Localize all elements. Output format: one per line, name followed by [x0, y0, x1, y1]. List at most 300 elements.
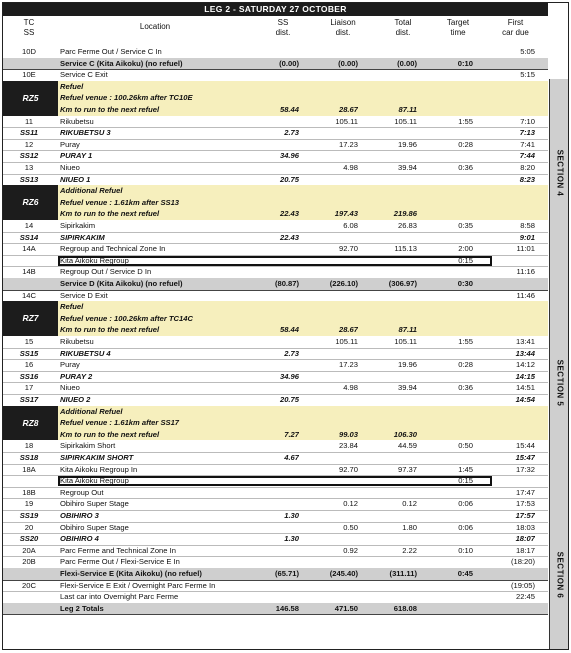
- cell-due: 7:44: [519, 151, 535, 161]
- col-ss-dist: [253, 18, 313, 37]
- cell-due: [485, 568, 535, 579]
- special-stage-row: [3, 394, 548, 406]
- cell-tot: [363, 394, 417, 405]
- cell-tot: [363, 69, 417, 80]
- refuel-zone-label: RZ5: [3, 81, 58, 116]
- cell-due: 15:44: [515, 441, 535, 451]
- cell-due: 9:01: [519, 232, 535, 242]
- cell-ss: [241, 580, 299, 591]
- cell-tt: 0:06: [458, 499, 473, 509]
- refuel-line: Refuel: [60, 81, 84, 91]
- cell-tot: 19.96: [397, 139, 417, 149]
- service-row: [3, 278, 548, 290]
- cell-tot: 105.11: [394, 337, 417, 346]
- refuel-li-value: 28.67: [338, 104, 358, 114]
- cell-due: 17:57: [515, 511, 535, 520]
- cell-due: 13:44: [515, 348, 535, 358]
- cell-tt: 0:15: [458, 255, 473, 265]
- cell-tt: [421, 371, 473, 382]
- cell-tc: SS14: [19, 232, 39, 242]
- cell-tt: [421, 290, 473, 301]
- cell-tc: SS20: [19, 534, 39, 544]
- cell-loc: Regroup Out: [60, 487, 104, 497]
- cell-ss: (80.87): [274, 279, 299, 288]
- cell-loc: NIUEO 2: [60, 395, 91, 404]
- cell-ss: 4.67: [284, 453, 299, 462]
- refuel-line: Refuel venue : 1.61km after SS17: [60, 418, 180, 428]
- leg-title: LEG 2 - SATURDAY 27 OCTOBER: [3, 3, 548, 16]
- cell-loc: Puray: [60, 360, 80, 370]
- cell-due: 7:10: [520, 116, 535, 126]
- cell-ss: [241, 69, 299, 80]
- cell-tc: 13: [24, 163, 34, 172]
- cell-tot: [363, 127, 417, 138]
- cell-due: [485, 255, 535, 266]
- table-row: [3, 266, 548, 278]
- cell-due: 17:32: [515, 464, 535, 474]
- cell-li: 105.11: [335, 116, 358, 126]
- cell-tt: [421, 556, 473, 567]
- cell-tot: (0.00): [397, 58, 417, 68]
- section-4-band: [549, 79, 569, 267]
- cell-loc: Sipirkakim Short: [60, 441, 116, 451]
- cell-tc: 14B: [22, 267, 36, 277]
- col-tc-label: TC: [23, 18, 35, 27]
- cell-tc: SS19: [19, 511, 39, 520]
- service-row: [3, 603, 548, 615]
- refuel-ss-value: 58.44: [279, 104, 299, 114]
- cell-due: 18:03: [515, 522, 535, 532]
- col-target: [433, 18, 483, 37]
- special-stage-row: [3, 533, 548, 545]
- cell-tc: 14A: [22, 244, 36, 254]
- cell-tt: 1:55: [458, 337, 473, 346]
- cell-tc: 20C: [22, 580, 36, 590]
- cell-loc: Obihiro Super Stage: [60, 522, 129, 532]
- col-liaison-2: dist.: [335, 27, 351, 37]
- cell-tot: 105.11: [394, 116, 417, 126]
- refuel-tot-value: 219.86: [393, 209, 417, 219]
- refuel-line: Km to run to the next refuel: [60, 104, 160, 114]
- refuel-line: Additional Refuel: [60, 186, 123, 196]
- cell-li: 23.84: [338, 441, 358, 451]
- special-stage-row: [3, 510, 548, 522]
- cell-tot: [363, 580, 417, 591]
- refuel-tot-value: 87.11: [398, 325, 417, 335]
- cell-tc: 19: [24, 499, 34, 509]
- cell-li: [303, 232, 358, 243]
- col-target-2: time: [450, 27, 466, 37]
- cell-tot: [363, 348, 417, 359]
- cell-loc: Niueo: [60, 163, 80, 172]
- table-row: [3, 522, 548, 534]
- cell-tot: [363, 533, 417, 544]
- special-stage-row: [3, 348, 548, 360]
- cell-tot: 115.13: [394, 244, 417, 254]
- cell-tot: [363, 452, 417, 463]
- cell-tc: SS13: [19, 174, 39, 184]
- cell-ss: [241, 266, 299, 277]
- cell-tc: 12: [24, 139, 34, 149]
- refuel-li-value: 99.03: [338, 429, 358, 439]
- table-row: [3, 498, 548, 510]
- cell-ss: 1.30: [284, 534, 299, 544]
- cell-tt: [421, 591, 473, 602]
- cell-tc: SS12: [19, 151, 39, 161]
- cell-ss: [241, 46, 299, 57]
- cell-tot: [363, 174, 417, 185]
- cell-tot: [363, 290, 417, 301]
- cell-ss: [241, 359, 299, 370]
- cell-ss: [241, 243, 299, 254]
- col-first-1: First: [507, 18, 524, 27]
- cell-due: 14:12: [515, 360, 535, 370]
- cell-tot: [363, 371, 417, 382]
- cell-due: [485, 278, 535, 289]
- cell-loc: Service C (Kita Aikoku) (no refuel): [60, 58, 183, 68]
- cell-tt: [421, 46, 473, 57]
- cell-tt: 0:06: [458, 522, 473, 532]
- cell-loc: Leg 2 Totals: [60, 603, 104, 613]
- cell-tc: 18A: [22, 464, 36, 474]
- cell-tt: 0:30: [457, 279, 473, 288]
- special-stage-row: [3, 174, 548, 186]
- cell-li: 17.23: [338, 139, 358, 149]
- section-5-band: [549, 267, 569, 499]
- col-location: Location: [139, 22, 171, 31]
- cell-due: 14:51: [515, 383, 535, 393]
- cell-ss: 20.75: [279, 395, 299, 404]
- cell-loc: NIUEO 1: [60, 174, 91, 184]
- cell-ss: [241, 336, 299, 347]
- cell-loc: RIKUBETSU 4: [60, 348, 111, 358]
- cell-due: 7:41: [520, 139, 535, 149]
- service-row: [3, 58, 548, 70]
- cell-tc: 20B: [22, 557, 36, 567]
- cell-ss: [241, 220, 299, 231]
- cell-due: 14:15: [515, 371, 535, 381]
- cell-loc: SIPIRKAKIM: [60, 232, 105, 242]
- cell-due: 8:20: [520, 163, 535, 172]
- cell-loc: Parc Ferme and Technical Zone In: [60, 545, 176, 555]
- table-row: [3, 290, 548, 302]
- refuel-zone-block: [3, 185, 548, 220]
- cell-due: 5:15: [520, 70, 535, 80]
- column-header: [3, 16, 548, 44]
- cell-tc: 10D: [22, 47, 36, 56]
- cell-tt: 0:10: [458, 545, 473, 555]
- cell-li: (0.00): [338, 58, 358, 68]
- cell-tc: SS18: [19, 453, 39, 462]
- cell-tt: [421, 150, 473, 161]
- cell-tt: [421, 266, 473, 277]
- cell-ss: 146.58: [275, 603, 299, 613]
- cell-tot: 1.80: [402, 522, 417, 532]
- cell-tt: [421, 127, 473, 138]
- cell-tot: [363, 232, 417, 243]
- cell-loc: Regroup and Technical Zone In: [60, 244, 166, 254]
- cell-li: 105.11: [335, 337, 358, 346]
- refuel-li-value: 28.67: [338, 325, 358, 335]
- cell-tt: 0:45: [457, 569, 473, 578]
- cell-ss: [241, 487, 299, 498]
- col-first-car: [488, 18, 543, 37]
- cell-li: [303, 150, 358, 161]
- cell-due: 14:54: [515, 395, 535, 404]
- table-row: [3, 382, 548, 394]
- refuel-zone-block: [3, 301, 548, 336]
- col-target-1: Target: [446, 18, 470, 27]
- cell-due: 15:47: [515, 453, 535, 462]
- col-ss-dist-1: SS: [277, 18, 289, 27]
- refuel-line: Refuel: [60, 302, 84, 312]
- section-5-label: SECTION 5: [555, 359, 564, 407]
- cell-due: 17:47: [515, 487, 535, 497]
- cell-loc: Parc Ferme Out / Service C In: [60, 47, 162, 56]
- cell-ss: [241, 522, 299, 533]
- cell-loc: Obihiro Super Stage: [60, 499, 129, 509]
- cell-tot: [363, 510, 417, 521]
- table-row: [3, 545, 548, 557]
- col-ss-label: SS: [23, 27, 35, 37]
- refuel-tot-value: 87.11: [398, 104, 417, 114]
- table-row: [3, 46, 548, 58]
- cell-loc: OBIHIRO 4: [60, 534, 99, 544]
- cell-li: [303, 394, 358, 405]
- cell-due: [485, 603, 535, 614]
- cell-li: 0.50: [343, 522, 358, 532]
- cell-tot: [363, 591, 417, 602]
- cell-li: 0.12: [343, 499, 358, 509]
- cell-loc: Service D Exit: [60, 290, 108, 300]
- cell-li: (245.40): [329, 569, 358, 578]
- cell-tc: SS17: [19, 395, 39, 404]
- cell-tc: [3, 591, 55, 602]
- cell-loc: Last car into Overnight Parc Ferme: [60, 592, 179, 602]
- cell-due: 11:46: [516, 290, 535, 300]
- cell-tc: 18B: [22, 487, 36, 497]
- table-row: [3, 243, 548, 255]
- cell-tc: 18: [24, 441, 34, 451]
- table-row: [3, 336, 548, 348]
- refuel-line: Refuel venue : 100.26km after TC14C: [60, 313, 193, 323]
- cell-tc: SS16: [19, 371, 39, 381]
- cell-tot: (306.97): [388, 279, 417, 288]
- cell-loc: Puray: [60, 139, 80, 149]
- cell-loc: RIKUBETSU 3: [60, 128, 111, 138]
- cell-tt: 0:35: [458, 221, 473, 230]
- special-stage-row: [3, 232, 548, 244]
- regroup-box: [58, 476, 492, 486]
- special-stage-row: [3, 452, 548, 464]
- cell-tt: [421, 348, 473, 359]
- cell-loc: Flexi-Service E (Kita Aikoku) (no refuel): [60, 569, 202, 578]
- col-tc-ss: [3, 18, 55, 37]
- cell-tot: 39.94: [397, 383, 417, 393]
- cell-due: (19:05): [510, 580, 535, 590]
- cell-tot: 26.83: [397, 221, 417, 230]
- cell-li: [303, 533, 358, 544]
- cell-li: [303, 348, 358, 359]
- row-divider: [3, 614, 548, 615]
- cell-tt: 0:15: [458, 476, 473, 486]
- cell-loc: Service D (Kita Aikoku) (no refuel): [60, 279, 183, 288]
- cell-loc: Parc Ferme Out / Flexi-Service E In: [60, 557, 180, 567]
- cell-ss: [241, 162, 299, 173]
- cell-tc: 16: [24, 360, 34, 370]
- table-row: [3, 359, 548, 371]
- cell-tt: 0:50: [458, 441, 473, 451]
- cell-due: [485, 58, 535, 69]
- cell-loc: SIPIRKAKIM SHORT: [60, 453, 134, 462]
- cell-li: [303, 487, 358, 498]
- cell-ss: [241, 556, 299, 567]
- table-row: [3, 464, 548, 476]
- cell-loc: Rikubetsu: [60, 116, 94, 126]
- cell-tc: 14C: [22, 290, 36, 300]
- cell-tot: 19.96: [397, 360, 417, 370]
- col-first-2: car due: [502, 27, 529, 37]
- refuel-ss-value: 7.27: [284, 429, 299, 439]
- refuel-line: Km to run to the next refuel: [60, 325, 160, 335]
- cell-ss: [241, 290, 299, 301]
- cell-tt: [421, 603, 473, 614]
- cell-tt: 0:36: [458, 163, 473, 172]
- cell-tt: 0:10: [457, 58, 473, 68]
- cell-ss: (0.00): [279, 58, 299, 68]
- cell-tc: 10E: [22, 70, 36, 80]
- cell-tc: 11: [25, 116, 33, 126]
- cell-li: 0.92: [343, 545, 358, 555]
- cell-tot: [363, 150, 417, 161]
- refuel-zone-label: RZ7: [3, 301, 58, 336]
- cell-due: 18:17: [515, 545, 535, 555]
- cell-li: [303, 46, 358, 57]
- section-4-label: SECTION 4: [555, 149, 564, 197]
- cell-li: [303, 591, 358, 602]
- cell-ss: 2.73: [284, 128, 299, 138]
- cell-ss: [241, 464, 299, 475]
- cell-tot: [363, 487, 417, 498]
- cell-li: [303, 371, 358, 382]
- regroup-box: [58, 256, 492, 266]
- col-total-2: dist.: [395, 27, 411, 37]
- cell-ss: [241, 116, 299, 127]
- refuel-tot-value: 106.30: [393, 429, 417, 439]
- cell-due: 8:23: [519, 174, 535, 184]
- cell-loc: PURAY 1: [60, 151, 93, 161]
- table-row: [3, 220, 548, 232]
- cell-tc: 20: [24, 522, 34, 532]
- cell-due: [485, 475, 535, 486]
- cell-ss: [241, 545, 299, 556]
- cell-ss: (65.71): [274, 569, 299, 578]
- cell-ss: 34.96: [279, 151, 299, 161]
- refuel-zone-block: [3, 81, 548, 116]
- table-row: [3, 69, 548, 81]
- cell-due: 5:05: [520, 47, 535, 56]
- cell-due: 22:45: [515, 592, 535, 602]
- table-row: [3, 440, 548, 452]
- cell-li: [303, 290, 358, 301]
- cell-tc: 17: [24, 383, 34, 393]
- cell-tt: [421, 580, 473, 591]
- special-stage-row: [3, 371, 548, 383]
- service-row: [3, 568, 548, 580]
- cell-li: [303, 510, 358, 521]
- cell-tt: [421, 232, 473, 243]
- cell-tt: [421, 174, 473, 185]
- cell-li: [303, 266, 358, 277]
- cell-tot: 618.08: [393, 603, 417, 613]
- cell-tt: [421, 452, 473, 463]
- cell-ss: 1.30: [284, 511, 299, 520]
- cell-li: 92.70: [338, 464, 358, 474]
- cell-due: 7:13: [519, 128, 535, 138]
- cell-loc: Kita Aikoku Regroup In: [60, 464, 138, 474]
- refuel-zone-label: RZ8: [3, 406, 58, 441]
- cell-tot: 39.94: [397, 163, 417, 172]
- cell-ss: 34.96: [279, 371, 299, 381]
- cell-li: 6.08: [343, 221, 358, 230]
- cell-tt: 0:28: [458, 360, 473, 370]
- special-stage-row: [3, 150, 548, 162]
- cell-tot: [363, 556, 417, 567]
- cell-ss: 20.75: [279, 174, 299, 184]
- cell-due: 17:53: [515, 499, 535, 509]
- cell-li: (226.10): [329, 279, 358, 288]
- refuel-line: Km to run to the next refuel: [60, 429, 160, 439]
- cell-li: 92.70: [338, 244, 358, 254]
- cell-tc: SS11: [19, 128, 38, 138]
- cell-tot: 97.37: [397, 464, 417, 474]
- cell-tot: [363, 266, 417, 277]
- cell-tot: 44.59: [397, 441, 417, 451]
- table-row: [3, 591, 548, 603]
- cell-tt: [421, 487, 473, 498]
- cell-loc: Kita Aikoku Regroup: [60, 255, 129, 265]
- table-row: [3, 487, 548, 499]
- cell-due: 11:01: [516, 244, 535, 254]
- refuel-li-value: 197.43: [334, 209, 358, 219]
- refuel-zone-label: RZ6: [3, 185, 58, 220]
- cell-ss: [241, 498, 299, 509]
- cell-loc: Flexi-Service E Exit / Overnight Parc Ferme In: [60, 580, 216, 590]
- section-6-label: SECTION 6: [555, 551, 564, 599]
- cell-tt: 2:00: [458, 244, 473, 254]
- cell-tot: 0.12: [402, 499, 417, 509]
- cell-li: [303, 556, 358, 567]
- cell-tt: 1:45: [458, 464, 473, 474]
- table-row: [3, 116, 548, 128]
- cell-li: [303, 452, 358, 463]
- table-row: [3, 139, 548, 151]
- cell-tt: [421, 394, 473, 405]
- col-liaison: [313, 18, 373, 37]
- refuel-ss-value: 22.43: [279, 209, 299, 219]
- refuel-line: Additional Refuel: [60, 406, 123, 416]
- cell-tc: 15: [24, 337, 34, 346]
- col-total: [373, 18, 433, 37]
- refuel-line: Km to run to the next refuel: [60, 209, 160, 219]
- col-liaison-1: Liaison: [330, 18, 356, 27]
- cell-tc: SS15: [19, 348, 39, 358]
- cell-tc: 20A: [22, 545, 36, 555]
- cell-loc: Rikubetsu: [60, 337, 94, 346]
- cell-loc: Sipirkakim: [60, 221, 96, 230]
- special-stage-row: [3, 127, 548, 139]
- cell-ss: [241, 139, 299, 150]
